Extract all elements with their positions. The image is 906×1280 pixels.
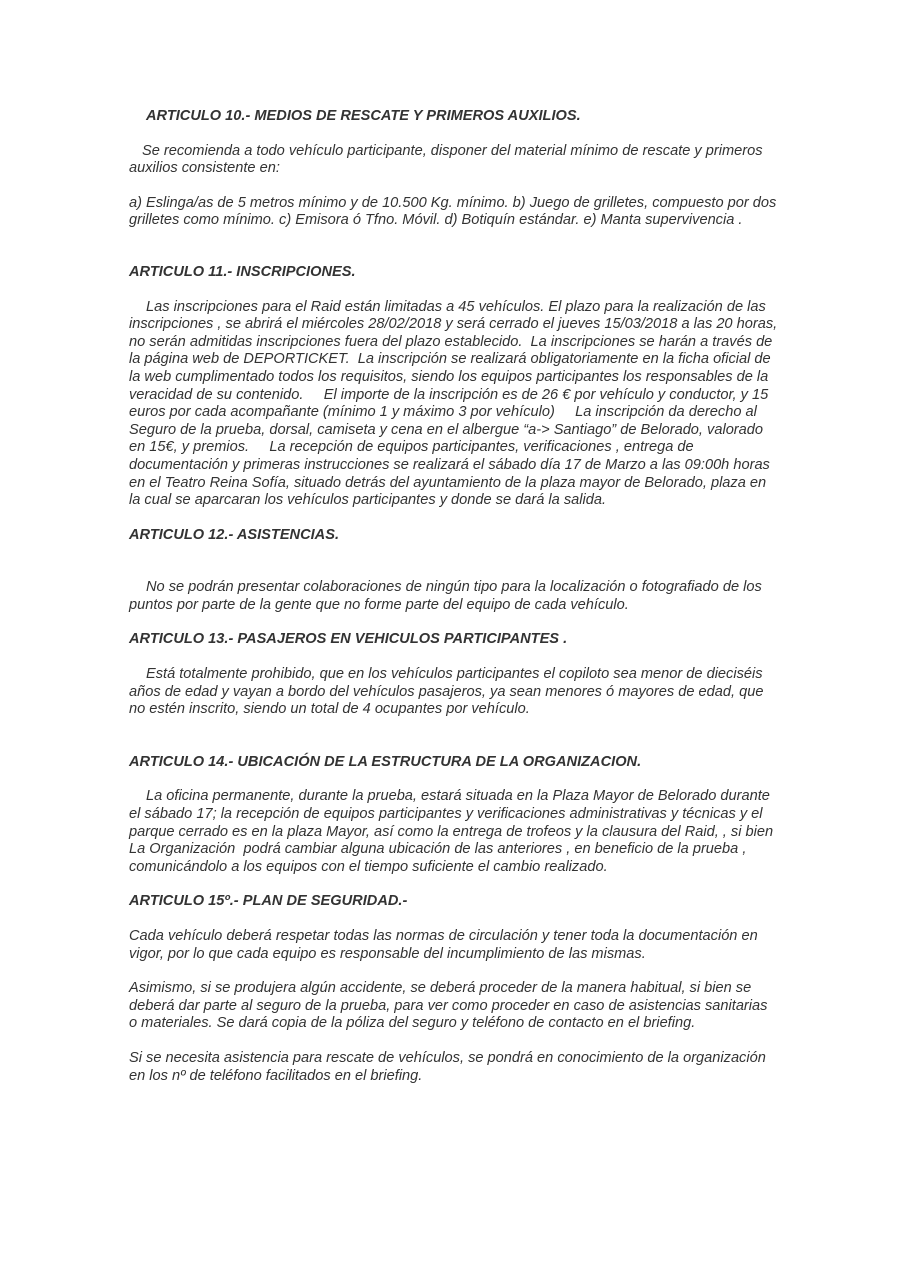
article-15-heading: ARTICULO 15º.- PLAN DE SEGURIDAD.-	[129, 893, 408, 910]
article-11-body	[129, 298, 786, 510]
article-13-heading: ARTICULO 13.- PASAJEROS EN VEHICULOS PARTICIPANTES .	[129, 631, 568, 648]
article-11-heading: ARTICULO 11.- INSCRIPCIONES.	[129, 263, 356, 280]
article-15-para-1: Cada vehículo deberá respetar todas las normas de circulación y tener toda la documentación en vigor, por lo que cada equipo es responsable del incumplimiento de las mismas.	[129, 928, 762, 962]
article-14-body	[129, 788, 779, 876]
article-10-intro-text: Se recomienda a todo vehículo participante, disponer del material mínimo de rescate y primeros auxilios consistente en:	[129, 142, 767, 177]
document-page	[129, 108, 786, 1085]
article-10-heading: ARTICULO 10.- MEDIOS DE RESCATE Y PRIMEROS AUXILIOS.	[146, 108, 581, 124]
article-13-body	[129, 666, 779, 719]
article-12-heading: ARTICULO 12.- ASISTENCIAS.	[129, 526, 340, 543]
article-15-para-3: Si se necesita asistencia para rescate de vehículos, se pondrá en conocimiento de la organización en los nº de teléfono facilitados en el briefing.	[129, 1049, 770, 1084]
article-14-heading: ARTICULO 14.- UBICACIÓN DE LA ESTRUCTURA DE LA ORGANIZACION.	[129, 753, 642, 770]
article-11-body-text: Las inscripciones para el Raid están limitadas a 45 vehículos. El plazo para la realización de las inscripciones , se abrirá el miércoles 28/02/2018 y será cerrado el jueves 15/03/2018 a las 20 horas, no serán admitidas inscripciones fuera del plazo establecido. La inscripciones se harán a través de la página web de DEPORTICKET. La inscripción se realizará obligatoriamente en la ficha oficial de la web cumplimentado todos los requisitos, siendo los equipos participantes los responsables de la veracidad de su contenido. El importe de la inscripción es de 26 € por vehículo y conductor, y 15 euros por cada acompañante (mínimo 1 y máximo 3 por vehículo) La inscripción da derecho al Seguro de la prueba, dorsal, camiseta y cena en el albergue “a-> Santiago” de Belorado, valorado en 15€, y premios. La recepción de equipos participantes, verificaciones , entrega de documentación y primeras instrucciones se realizará el sábado día 17 de Marzo a las 09:00h horas en el Teatro Reina Sofía, situado detrás del ayuntamiento de la plaza mayor de Belorado, plaza en la cual se aparcaran los vehículos participantes y donde se dará la salida.	[129, 298, 786, 509]
article-12-body	[129, 579, 779, 614]
article-13-body-text: Está totalmente prohibido, que en los vehículos participantes el copiloto sea menor de dieciséis años de edad y vayan a bordo del vehículos pasajeros, ya sean menores ó mayores de edad, que no estén inscrito, siendo un total de 4 ocupantes por vehículo.	[129, 666, 768, 718]
article-14-body-text: La oficina permanente, durante la prueba, estará situada en la Plaza Mayor de Belorado durante el sábado 17; la recepción de equipos participantes y verificaciones administrativas y técnicas y el parque cerrado es en la plaza Mayor, así como la entrega de trofeos y la clausura del Raid, , si bien La Organización podrá cambiar alguna ubicación de las anteriores , en beneficio de la prueba , comunicándolo a los equipos con el tiempo suficiente el cambio realizado.	[129, 788, 778, 875]
article-12-body-text: No se podrán presentar colaboraciones de ningún tipo para la localización o fotografiado de los puntos por parte de la gente que no forme parte del equipo de cada vehículo.	[129, 579, 766, 613]
article-15-para-2: Asimismo, si se produjera algún accidente, se deberá proceder de la manera habitual, si bien se deberá dar parte al seguro de la prueba, para ver como proceder en caso de asistencias sanitarias o materiales. Se dará copia de la póliza del seguro y teléfono de contacto en el briefing.	[129, 980, 772, 1032]
article-10-list: a) Eslinga/as de 5 metros mínimo y de 10.500 Kg. mínimo. b) Juego de grilletes, compuesto por dos grilletes como mínimo. c) Emisora ó Tfno. Móvil. d) Botiquín estándar. e) Manta supervivencia .	[129, 194, 785, 229]
article-10-intro	[129, 143, 779, 178]
